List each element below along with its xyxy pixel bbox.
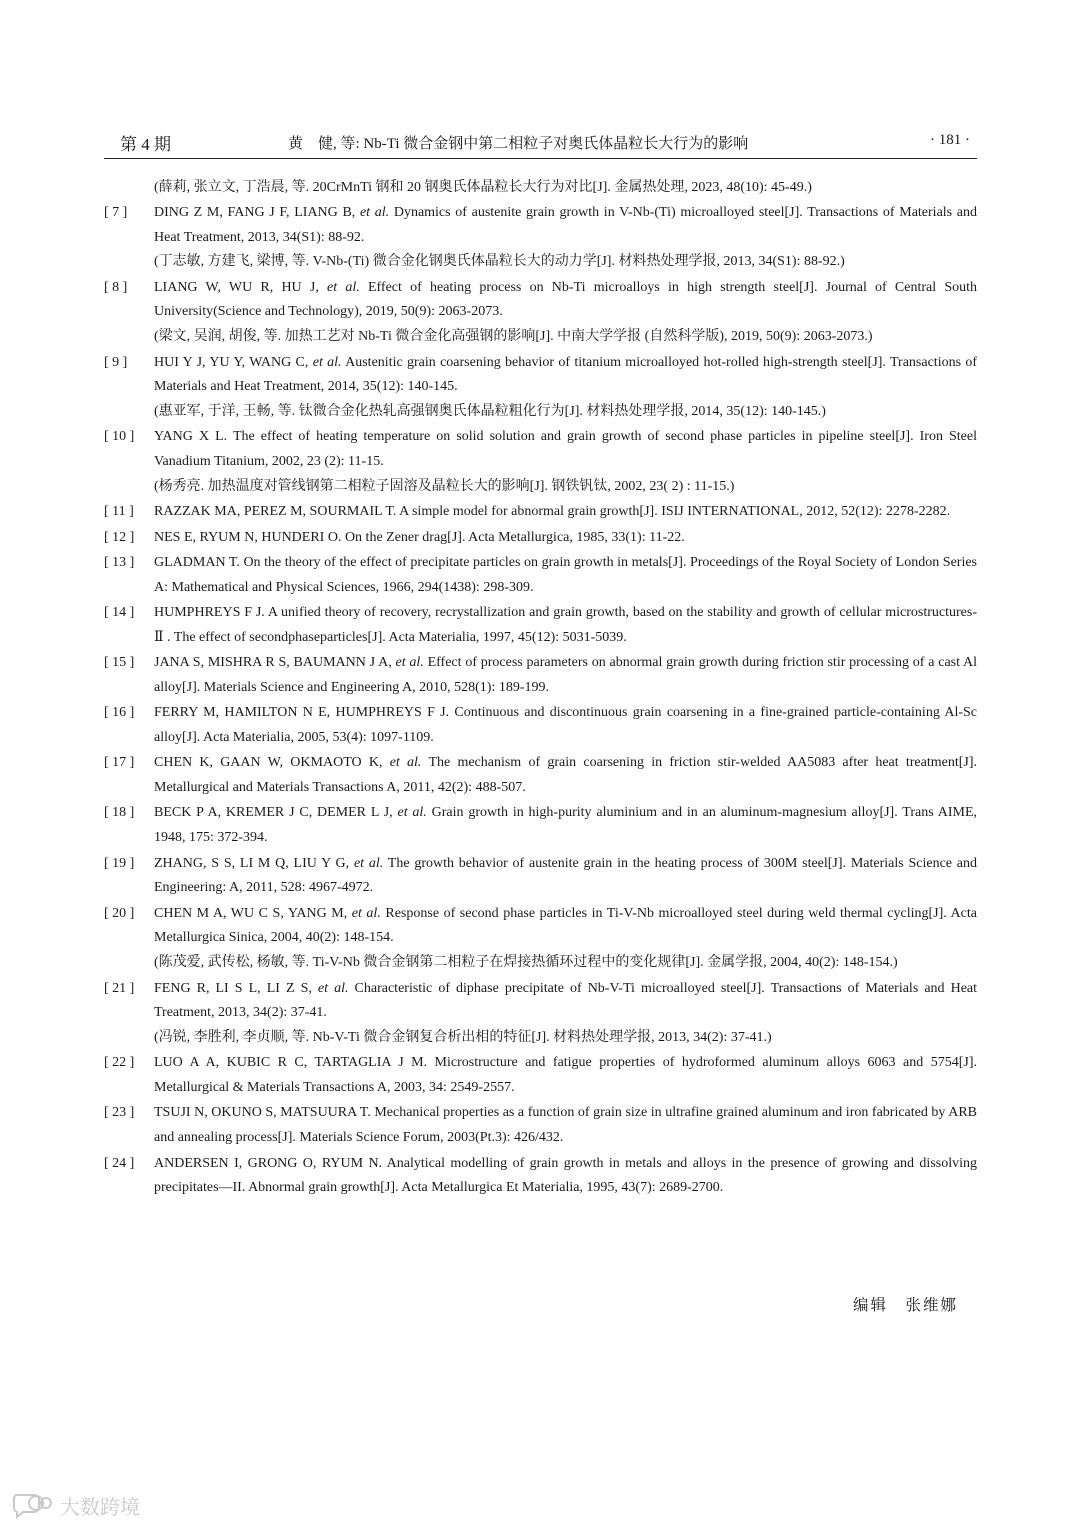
- reference-citation: [154, 551, 977, 601]
- reference-citation: [154, 425, 977, 475]
- reference-body: Effect of heating process on Nb-Ti microalloys in high strength steel[J]. Journal of Central South University(Science and Technology), 2019, 50(9): 2063-2073.: [154, 279, 978, 320]
- reference-number: [ 9 ]: [104, 354, 128, 370]
- reference-body: NES E, RYUM N, HUNDERI O. On the Zener drag[J]. Acta Metallurgica, 1985, 33(1): 11-22.: [154, 529, 685, 545]
- watermark: [10, 1490, 140, 1520]
- reference-citation: [154, 526, 977, 551]
- reference-cn-translation: (陈茂爱, 武传松, 杨敏, 等. Ti-V-Nb 微合金钢第二相粒子在焊接热循环过程中的变化规律[J]. 金属学报, 2004, 40(2): 148-154.): [154, 955, 898, 971]
- reference-citation: [154, 1152, 977, 1202]
- reference-number: [ 13 ]: [104, 554, 135, 570]
- reference-number: [ 11 ]: [104, 504, 134, 520]
- page-number: · 181 ·: [930, 132, 970, 148]
- header-rule: [104, 158, 977, 159]
- reference-body: Characteristic of diphase precipitate of Nb-V-Ti microalloyed steel[J]. Transactions of Materials and Heat Treatment, 2013, 34(2): 37-41.: [154, 980, 978, 1021]
- reference-number: [ 18 ]: [104, 805, 135, 821]
- reference-et-al: et al.: [317, 980, 349, 996]
- reference-item: [104, 351, 977, 425]
- watermark-text: 大数跨境: [60, 1494, 140, 1519]
- reference-item: [104, 852, 977, 902]
- reference-body: Effect of process parameters on abnormal grain growth during friction stir processing of a cast Al alloy[J]. Materials Science and Engineering A, 2010, 528(1): 189-199.: [154, 655, 978, 695]
- reference-item: [104, 751, 977, 801]
- reference-body: FERRY M, HAMILTON N E, HUMPHREYS F J. Continuous and discontinuous grain coarsening in a fine-grained particle-containing Al-Sc alloy[J]. Acta Materialia, 2005, 53(4): 1097-1109.: [154, 705, 977, 746]
- reference-item: [104, 201, 977, 275]
- reference-citation: [154, 801, 977, 851]
- reference-entries: [104, 201, 977, 1201]
- running-title: 黄 健, 等: Nb-Ti 微合金钢中第二相粒子对奥氏体晶粒长大行为的影响: [288, 136, 749, 152]
- reference-number: [ 19 ]: [104, 855, 135, 871]
- reference-citation: [154, 1101, 977, 1151]
- reference-et-al: et al.: [327, 279, 360, 295]
- reference-body: HUMPHREYS F J. A unified theory of recovery, recrystallization and grain growth, based on the stability and growth of cellular microstructures- Ⅱ . The effect of secondphaseparticles[J]. Acta Materialia, 1997, 45(12): 5031-5039.: [154, 605, 977, 645]
- reference-authors: CHEN M A, WU C S, YANG M,: [154, 905, 348, 921]
- reference-item: [104, 701, 977, 751]
- reference-et-al: et al.: [395, 655, 424, 671]
- reference-authors: FENG R, LI S L, LI Z S,: [154, 980, 312, 996]
- reference-citation: [154, 201, 977, 251]
- reference-number: [ 17 ]: [104, 755, 135, 771]
- reference-cn-translation: (丁志敏, 方建飞, 梁博, 等. V-Nb-(Ti) 微合金化钢奥氏体晶粒长大的动力学[J]. 材料热处理学报, 2013, 34(S1): 88-92.): [154, 254, 845, 270]
- reference-body: RAZZAK MA, PEREZ M, SOURMAIL T. A simple model for abnormal grain growth[J]. ISIJ INTERNATIONAL, 2012, 52(12): 2278-2282.: [154, 504, 951, 520]
- reference-citation: [154, 651, 977, 701]
- reference-continuation: [104, 176, 977, 201]
- reference-body: The mechanism of grain coarsening in friction stir-welded AA5083 after heat treatment[J]. Metallurgical and Materials Transactions A, 2011, 42(2): 488-507.: [154, 755, 978, 796]
- reference-authors: CHEN K, GAAN W, OKMAOTO K,: [154, 755, 383, 771]
- reference-body: Dynamics of austenite grain growth in V-Nb-(Ti) microalloyed steel[J]. Transactions of Materials and Heat Treatment, 2013, 34(S1): 88-92.: [154, 204, 978, 245]
- reference-citation: [154, 751, 977, 801]
- reference-citation: [154, 902, 977, 952]
- reference-number: [ 20 ]: [104, 905, 135, 921]
- reference-item: [104, 651, 977, 701]
- reference-item: [104, 601, 977, 651]
- reference-body: Austenitic grain coarsening behavior of titanium microalloyed hot-rolled high-strength steel[J]. Transactions of Materials and Heat Treatment, 2014, 35(12): 140-145.: [154, 354, 978, 395]
- reference-et-al: et al.: [397, 805, 427, 821]
- reference-number: [ 15 ]: [104, 655, 135, 671]
- reference-cn-translation: (梁文, 吴润, 胡俊, 等. 加热工艺对 Nb-Ti 微合金化高强钢的影响[J]. 中南大学学报 (自然科学版), 2019, 50(9): 2063-2073.): [154, 329, 873, 345]
- reference-body: The growth behavior of austenite grain in the heating process of 300M steel[J]. Materials Science and Engineering: A, 2011, 528: 4967-4972.: [154, 855, 978, 896]
- issue-label: 第 4 期: [120, 135, 171, 154]
- editor-credit: 编辑 张维娜: [852, 1297, 958, 1314]
- reference-authors: LIANG W, WU R, HU J,: [154, 279, 319, 295]
- reference-item: [104, 1051, 977, 1101]
- reference-body: Response of second phase particles in Ti-V-Nb microalloyed steel during weld thermal cycling[J]. Acta Metallurgica Sinica, 2004, 40(2): 148-154.: [154, 905, 977, 946]
- reference-item: [104, 1101, 977, 1151]
- reference-number: [ 24 ]: [104, 1155, 135, 1171]
- reference-authors: BECK P A, KREMER J C, DEMER L J,: [154, 805, 393, 821]
- reference-item: [104, 551, 977, 601]
- reference-number: [ 10 ]: [104, 429, 135, 445]
- reference-authors: ZHANG, S S, LI M Q, LIU Y G,: [154, 855, 350, 871]
- reference-number: [ 22 ]: [104, 1055, 135, 1071]
- reference-number: [ 21 ]: [104, 980, 135, 996]
- reference-citation: [154, 276, 977, 326]
- reference-item: [104, 801, 977, 851]
- reference-body: TSUJI N, OKUNO S, MATSUURA T. Mechanical properties as a function of grain size in ultrafine grained aluminum and iron fabricated by ARB and annealing process[J]. Materials Science Forum, 2003(Pt.3): 426/432.: [154, 1105, 977, 1146]
- reference-body: Grain growth in high-purity aluminium and in an aluminum-magnesium alloy[J]. Trans AIME, 1948, 175: 372-394.: [154, 805, 978, 846]
- reference-item: [104, 500, 977, 525]
- running-header: [120, 130, 970, 156]
- reference-item: [104, 902, 977, 976]
- reference-number: [ 7 ]: [104, 204, 128, 220]
- reference-citation: [154, 852, 977, 902]
- reference-citation: [154, 500, 977, 525]
- reference-body: YANG X L. The effect of heating temperature on solid solution and grain growth of second phase particles in pipeline steel[J]. Iron Steel Vanadium Titanium, 2002, 23 (2): 11-15.: [154, 429, 977, 470]
- reference-number: [ 8 ]: [104, 279, 128, 295]
- reference-item: [104, 425, 977, 499]
- reference-et-al: et al.: [351, 905, 381, 921]
- reference-item: [104, 526, 977, 551]
- reference-et-al: et al.: [389, 755, 422, 771]
- reference-cn-translation: (杨秀亮. 加热温度对管线钢第二相粒子固溶及晶粒长大的影响[J]. 钢铁钒钛, 2002, 23( 2) : 11-15.): [154, 479, 735, 495]
- reference-cn-translation: (冯锐, 李胜利, 李贞顺, 等. Nb-V-Ti 微合金钢复合析出相的特征[J]. 材料热处理学报, 2013, 34(2): 37-41.): [154, 1030, 772, 1046]
- reference-citation: [154, 601, 977, 651]
- reference-list: [104, 176, 977, 1201]
- reference-number: [ 16 ]: [104, 705, 135, 721]
- chat-bubble-logo-icon: [10, 1491, 54, 1519]
- reference-body: LUO A A, KUBIC R C, TARTAGLIA J M. Microstructure and fatigue properties of hydroformed aluminum alloys 6063 and 5754[J]. Metallurgical & Materials Transactions A, 2003, 34: 2549-2557.: [154, 1055, 977, 1096]
- reference-authors: JANA S, MISHRA R S, BAUMANN J A,: [154, 655, 392, 671]
- reference-authors: DING Z M, FANG J F, LIANG B,: [154, 204, 356, 220]
- reference-citation: [154, 701, 977, 751]
- reference-citation: [154, 351, 977, 401]
- reference-authors: HUI Y J, YU Y, WANG C,: [154, 354, 309, 370]
- reference-number: [ 23 ]: [104, 1105, 135, 1121]
- reference-number: [ 12 ]: [104, 529, 135, 545]
- reference-cn-translation: (薛莉, 张立文, 丁浩晨, 等. 20CrMnTi 钢和 20 钢奥氏体晶粒长大行为对比[J]. 金属热处理, 2023, 48(10): 45-49.): [154, 180, 812, 195]
- reference-et-al: et al.: [359, 204, 390, 220]
- reference-number: [ 14 ]: [104, 605, 135, 621]
- reference-citation: [154, 1051, 977, 1101]
- reference-item: [104, 1152, 977, 1202]
- reference-citation: [154, 977, 977, 1027]
- reference-body: ANDERSEN I, GRONG O, RYUM N. Analytical modelling of grain growth in metals and alloys in the presence of growing and dissolving precipitates—II. Abnormal grain growth[J]. Acta Metallurgica Et Materialia, 1995, 43(7): 2689-2700.: [154, 1155, 977, 1196]
- reference-cn-translation: (惠亚军, 于洋, 王畅, 等. 钛微合金化热轧高强钢奥氏体晶粒粗化行为[J]. 材料热处理学报, 2014, 35(12): 140-145.): [154, 404, 826, 420]
- reference-item: [104, 977, 977, 1051]
- reference-item: [104, 276, 977, 350]
- reference-body: GLADMAN T. On the theory of the effect of precipitate particles on grain growth in metals[J]. Proceedings of the Royal Society of London Series A: Mathematical and Physical Sciences, 1966, 294(1438): 298-309.: [154, 554, 977, 595]
- reference-et-al: et al.: [353, 855, 384, 871]
- reference-et-al: et al.: [312, 354, 342, 370]
